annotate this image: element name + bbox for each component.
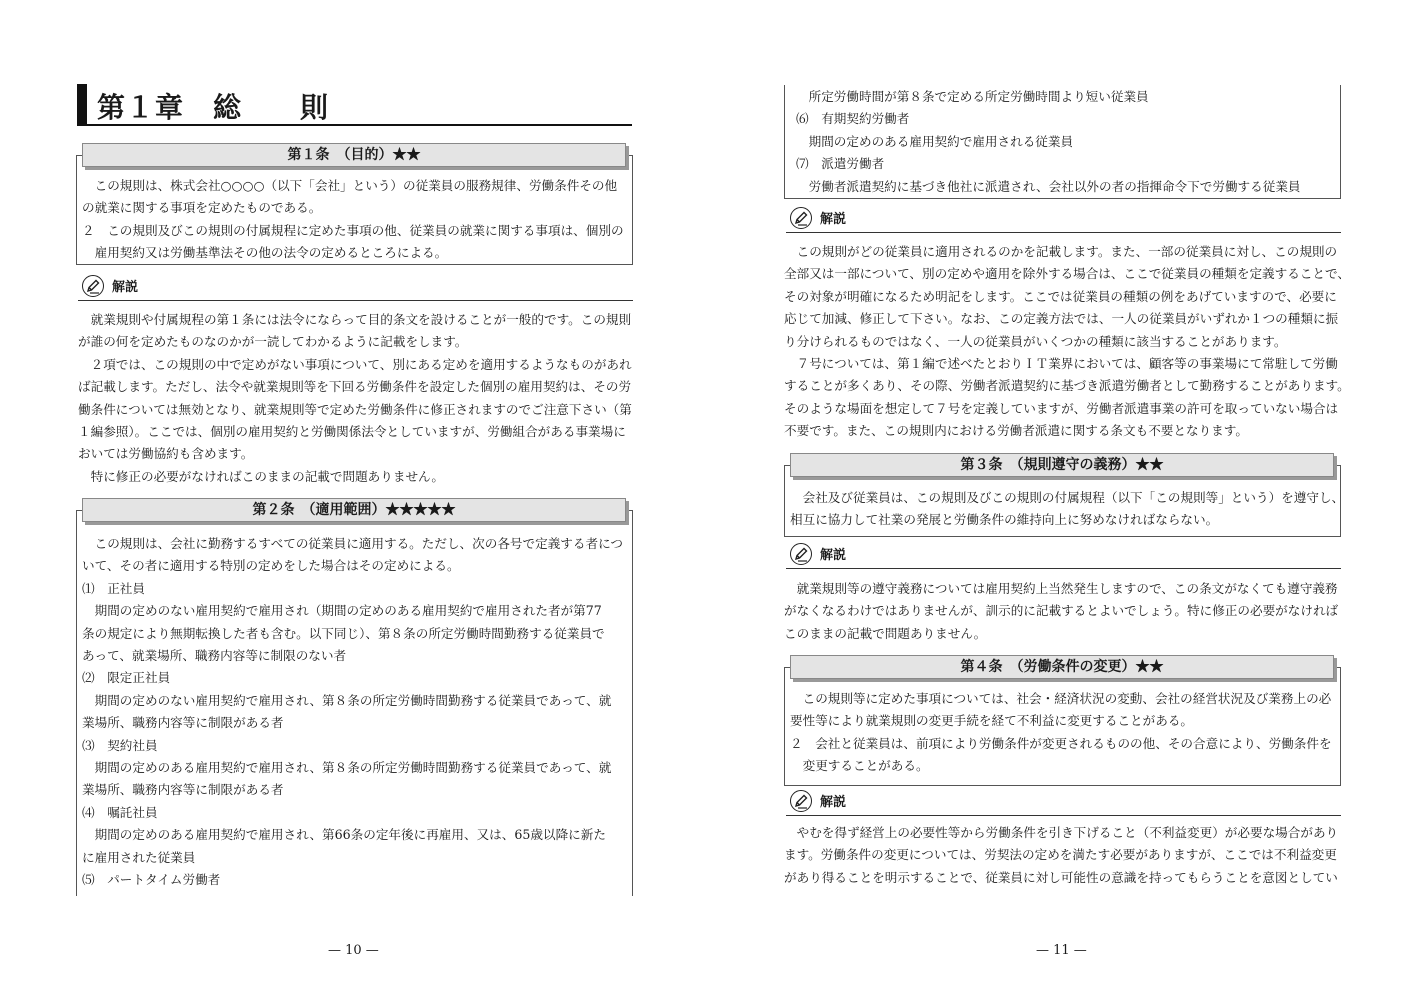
article2-line: あって、就業場所、職務内容等に制限のない者 [82, 648, 347, 664]
article2-line: 条の規定により無期転換した者も含む。以下同じ）、第８条の所定労働時間勤務する従業員で [82, 625, 605, 641]
article2-cont-line: 所定労働時間が第８条で定める所定労働時間より短い従業員 [796, 89, 1149, 104]
pencil-icon [790, 543, 812, 565]
kaisetsu4-label: 解説 [820, 795, 847, 810]
article2-cont-line: ⑹ 有期契約労働者 [796, 111, 910, 127]
kaisetsu3-body [784, 578, 1344, 645]
pencil-icon [790, 207, 812, 229]
kaisetsu2-line: り分けられるものではなく、一人の従業員がいくつかの種類に該当することがあります。 [784, 333, 1287, 349]
kaisetsu2-header [786, 206, 1341, 233]
article2-line: ⑶ 契約社員 [82, 737, 158, 753]
kaisetsu2-line: その対象が明確になるため明記をします。ここでは従業員の種類の例をあげていますので、必要に [784, 288, 1337, 304]
article4-body [790, 688, 1335, 778]
kaisetsu2-line: することが多くあり、その際、労働者派遣契約に基づき派遣労働者として勤務することがあります。 [784, 378, 1350, 394]
article2-cont-body [796, 86, 1341, 198]
article2-body [82, 533, 627, 892]
article2-line: ⑵ 限定正社員 [82, 670, 171, 686]
kaisetsu1-line: 働条件については無効となり、就業規則等で定めた労働条件に修正されますのでご注意下さい（第 [78, 401, 632, 417]
article2-line: いて、その者に適用する特別の定めをした場合はその定めによる。 [82, 558, 460, 574]
article3-line: 会社及び従業員は、この規則及びこの規則の付属規程（以下「この規則等」という）を遵守し、 [802, 490, 1345, 505]
article2-line: ⑴ 正社員 [82, 580, 145, 596]
kaisetsu2-line: そのような場面を想定して７号を定義していますが、労働者派遣事業の許可を取っていない場合は [784, 400, 1339, 416]
article1-line: ２ この規則及びこの規則の付属規程に定めた事項の他、従業員の就業に関する事項は、個別の [82, 222, 624, 238]
left-page [0, 0, 708, 1000]
article2-line: 期間の定めのある雇用契約で雇用され、第66条の定年後に再雇用、又は、65歳以降に新た [82, 827, 606, 843]
kaisetsu3-line: 就業規則等の遵守義務については雇用契約上当然発生しますので、この条文がなくても遵守義務 [796, 581, 1338, 596]
article2-line: ⑸ パートタイム労働者 [82, 872, 221, 888]
article4-line: 要性等により就業規則の変更手続を経て不利益に変更することがある。 [790, 713, 1193, 729]
kaisetsu4-header [786, 789, 1341, 816]
article2-line: 期間の定めのある雇用契約で雇用され、第８条の所定労働時間勤務する従業員であって、就 [82, 760, 612, 776]
kaisetsu2-line: 全部又は一部について、別の定めや適用を除外する場合は、ここで従業員の種類を定義することで、 [784, 266, 1350, 282]
kaisetsu2-line: 応じて加減、修正して下さい。なお、この定義方法では、一人の従業員がいずれか１つの種類に振 [784, 311, 1339, 327]
article2-line: ⑷ 嘱託社員 [82, 804, 158, 820]
article2-line: 業場所、職務内容等に制限がある者 [82, 782, 284, 798]
page-number: — 10 — [328, 943, 379, 958]
article3-body [790, 487, 1345, 532]
article2-cont-line: ⑺ 派遣労働者 [796, 156, 885, 172]
article4-line: この規則等に定めた事項については、社会・経済状況の変動、会社の経営状況及び業務上の必 [802, 691, 1332, 706]
kaisetsu1-line: 就業規則や付属規程の第１条には法令にならって目的条文を設けることが一般的です。この規則 [90, 312, 632, 327]
kaisetsu1-line: おいては労働協約も含めます。 [78, 446, 254, 462]
chapter-title: 第１章 総 則 [97, 91, 330, 124]
kaisetsu1-body [78, 309, 638, 488]
kaisetsu1-line: ば記載します。ただし、法令や就業規則等を下回る労働条件を設定した個別の雇用契約は、その労 [78, 379, 632, 395]
article1-line: の就業に関する事項を定めたものである。 [82, 200, 322, 216]
kaisetsu1-header [78, 274, 633, 301]
article4-title: 第４条 （労働条件の変更）★★ [790, 655, 1334, 679]
kaisetsu4-line: があり得ることを明示することで、従業員に対し可能性の意識を持ってもらうことを意図としてい [784, 869, 1338, 885]
kaisetsu1-line: ２項では、この規則の中で定めがない事項について、別にある定めを適用するようなものがあれ [90, 356, 632, 372]
kaisetsu4-line: ます。労働条件の変更については、労契法の定めを満たす必要がありますが、ここでは不利益変更 [784, 847, 1337, 863]
kaisetsu1-line: １編参照）。ここでは、個別の雇用契約と労働関係法令としていますが、労働組合がある事業場に [78, 424, 626, 440]
kaisetsu2-line: ７号については、第１編で述べたとおりＩＴ業界においては、顧客等の事業場にて常駐して労働 [796, 356, 1338, 372]
article1-title: 第１条 （目的）★★ [82, 143, 626, 167]
kaisetsu3-line: このままの記載で問題ありません。 [784, 625, 987, 641]
kaisetsu1-line: が誰の何を定めたものなのかが一読してわかるように記載をします。 [78, 334, 468, 350]
article2-line: に雇用された従業員 [82, 849, 196, 865]
kaisetsu3-line: がなくなるわけではありませんが、訓示的に記載するとよいでしょう。特に修正の必要がなければ [784, 603, 1339, 619]
kaisetsu2-label: 解説 [820, 212, 847, 227]
kaisetsu2-line: この規則がどの従業員に適用されるのかを記載します。また、一部の従業員に対し、この規則の [796, 244, 1338, 259]
article2-line: 期間の定めのない雇用契約で雇用され、第８条の所定労働時間勤務する従業員であって、就 [82, 692, 612, 708]
page-number: — 11 — [1036, 943, 1087, 958]
chapter-heading [77, 84, 632, 126]
kaisetsu1-line: 特に修正の必要がなければこのままの記載で問題ありません。 [90, 468, 444, 484]
article2-cont-line: 労働者派遣契約に基づき他社に派遣され、会社以外の者の指揮命令下で労働する従業員 [796, 178, 1301, 194]
right-page [708, 0, 1417, 1000]
article2-title: 第２条 （適用範囲）★★★★★ [82, 498, 626, 522]
article1-line: この規則は、株式会社○○○○（以下「会社」という）の従業員の服務規律、労働条件その他 [94, 178, 618, 193]
article2-line: 期間の定めのない雇用契約で雇用され（期間の定めのある雇用契約で雇用された者が第77 [82, 603, 602, 619]
kaisetsu1-label: 解説 [112, 280, 139, 295]
kaisetsu3-label: 解説 [820, 548, 847, 563]
article2-cont-line: 期間の定めのある雇用契約で雇用される従業員 [796, 133, 1074, 149]
pencil-icon [790, 790, 812, 812]
article3-line: 相互に協力して社業の発展と労働条件の維持向上に努めなければならない。 [790, 512, 1219, 528]
pencil-icon [82, 275, 104, 297]
article1-body [82, 175, 627, 265]
kaisetsu4-body [784, 822, 1344, 889]
article2-line: この規則は、会社に勤務するすべての従業員に適用する。ただし、次の各号で定義する者につ [94, 536, 624, 551]
kaisetsu2-line: 不要です。また、この規則内における労働者派遣に関する条文も不要となります。 [784, 423, 1248, 439]
article3-title: 第３条 （規則遵守の義務）★★ [790, 453, 1334, 477]
kaisetsu2-body [784, 241, 1350, 443]
chapter-bar [77, 84, 87, 125]
article2-line: 業場所、職務内容等に制限がある者 [82, 715, 284, 731]
kaisetsu3-header [786, 542, 1341, 569]
article4-line: ２ 会社と従業員は、前項により労働条件が変更されるものの他、その合意により、労働条件を [790, 735, 1332, 751]
article4-line: 変更することがある。 [790, 758, 929, 774]
article1-line: 雇用契約又は労働基準法その他の法令の定めるところによる。 [82, 245, 448, 261]
kaisetsu4-line: やむを得ず経営上の必要性等から労働条件を引き下げること（不利益変更）が必要な場合があり [796, 825, 1339, 840]
